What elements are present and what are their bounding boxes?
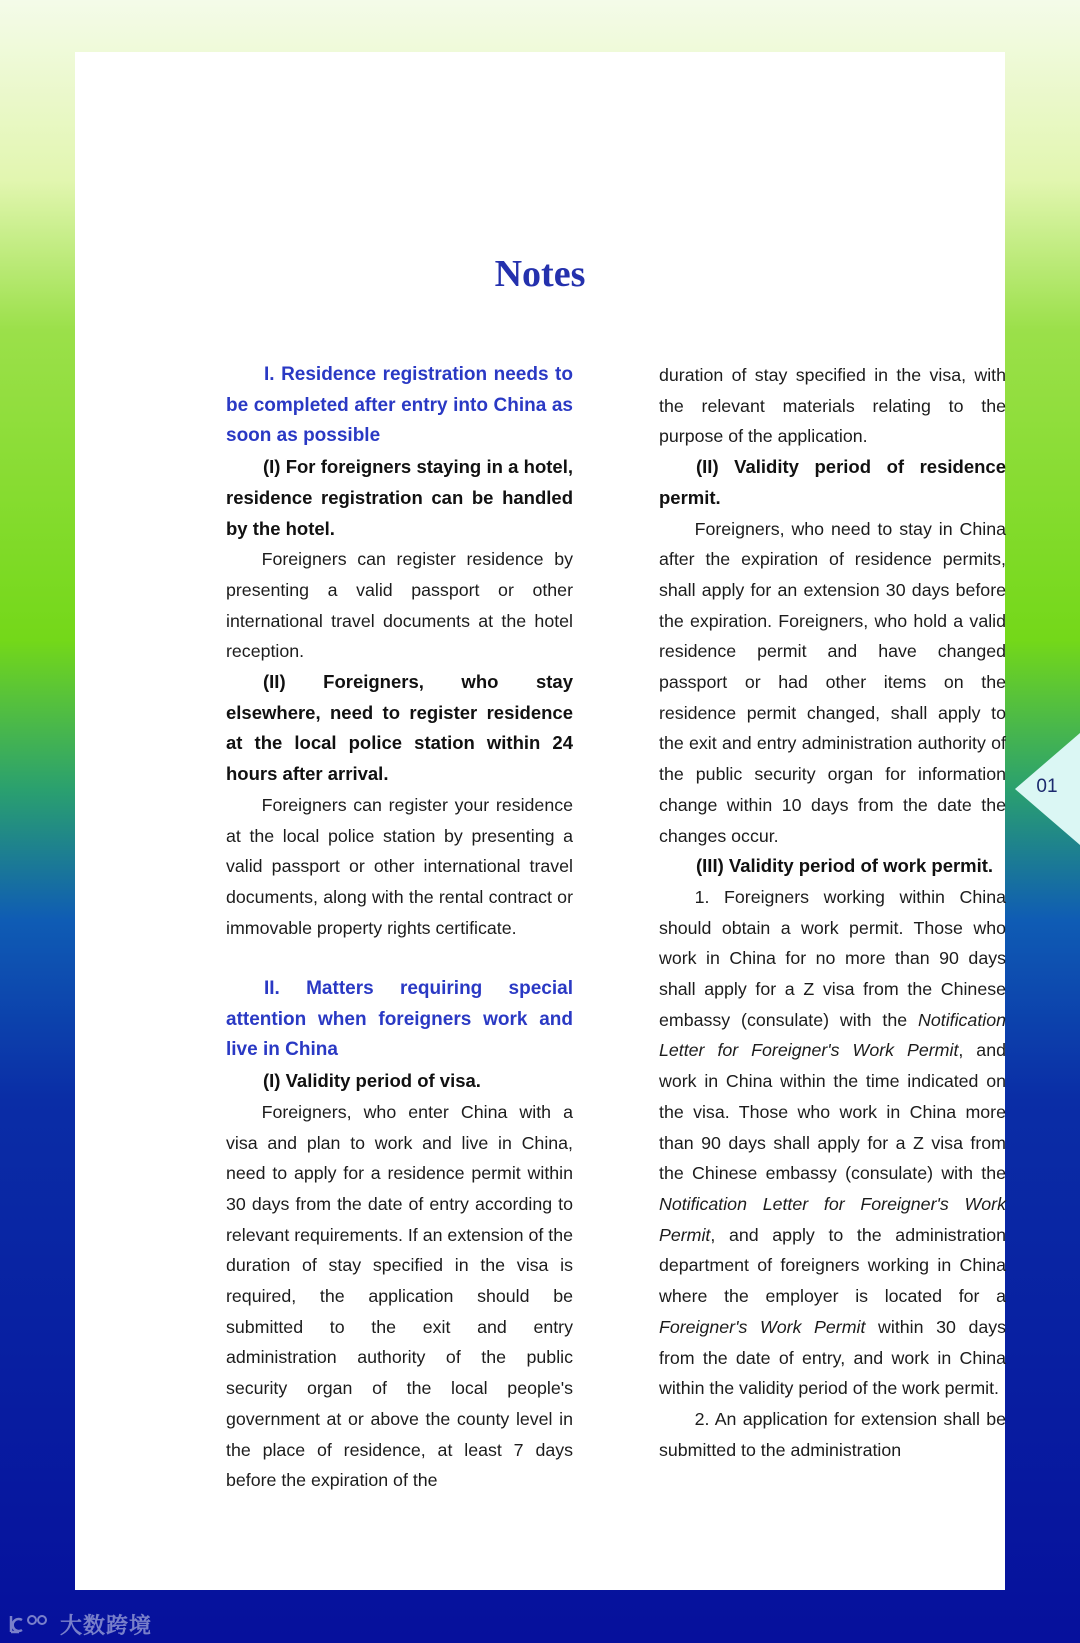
right-column	[659, 360, 1006, 1465]
text-run: within 30 days from the date of entry, and work in China within the validity period of the work permit.	[659, 1316, 1007, 1399]
document-page	[75, 52, 1005, 1590]
subsection-heading-elsewhere: (II) Foreigners, who stay elsewhere, need to register residence at the local police station within 24 hours after arrival.	[226, 671, 573, 785]
paragraph-residence-permit: Foreigners, who need to stay in China after the expiration of residence permits, shall apply for an extension 30 days before the expiration. Foreigners, who hold a valid residence permit and have changed passport or had other items on the residence permit changed, shall apply to the exit and entry administration authority of the public security organ for information change within 10 days from the date the changes occur.	[659, 518, 1006, 846]
italic-document-title: Foreigner's Work Permit	[659, 1316, 866, 1337]
page-number-tab	[1015, 733, 1080, 845]
text-run: , and apply to the administration department of foreigners working in China where the employer is located for a	[659, 1224, 1006, 1307]
watermark-text: 大数跨境	[60, 1613, 153, 1639]
left-column	[226, 360, 573, 1496]
subsection-heading-work-permit: (III) Validity period of work permit.	[696, 855, 994, 877]
paragraph-hotel-registration: Foreigners can register residence by presenting a valid passport or other international travel documents at the hotel reception.	[226, 549, 573, 662]
paragraph-work-permit	[659, 882, 1006, 1404]
section-heading-2: II. Matters requiring special attention when foreigners work and live in China	[226, 978, 573, 1061]
text-run: 1. Foreigners working within China should obtain a work permit. Those who work in China for no more than 90 days shall apply for a Z visa from the Chinese embassy (consulate) with the	[659, 886, 1006, 1030]
paragraph-police-registration: Foreigners can register your residence at the local police station by presenting a valid passport or other international travel documents, along with the rental contract or immovable property rights certificate.	[226, 794, 573, 938]
watermark-logo-icon	[8, 1612, 54, 1636]
subsection-heading-hotel: (I) For foreigners staying in a hotel, residence registration can be handled by the hotel.	[226, 456, 573, 539]
subsection-heading-residence-permit: (II) Validity period of residence permit.	[659, 456, 1006, 508]
paragraph-extension: 2. An application for extension shall be submitted to the administration	[659, 1408, 1006, 1460]
watermark	[8, 1610, 152, 1638]
text-run: , and work in China within the time indicated on the visa. Those who work in China more than 90 days shall apply for a Z visa from the Chinese embassy (consulate) with the	[659, 1040, 1006, 1184]
page-number: 01	[1036, 776, 1058, 797]
italic-document-title: Notification Letter for Foreigner's Work Permit	[659, 1009, 1006, 1061]
paragraph-continued: duration of stay specified in the visa, with the relevant materials relating to the purpose of the application.	[659, 365, 1006, 447]
page-title: Notes	[494, 253, 586, 295]
paragraph-visa-validity: Foreigners, who enter China with a visa and plan to work and live in China, need to apply for a residence permit within 30 days from the date of entry according to relevant requirements. If an extension of the duration of stay specified in the visa is required, the application should be submitted to the exit and entry administration authority of the public security organ of the local people's government at or above the county level in the place of residence, at least 7 days before the expiration of the	[226, 1101, 573, 1491]
subsection-heading-visa: (I) Validity period of visa.	[263, 1070, 481, 1092]
italic-document-title: Notification Letter for Foreigner's Work Permit	[659, 1193, 1006, 1245]
section-heading-1: I. Residence registration needs to be completed after entry into China as soon as possible	[226, 364, 573, 447]
